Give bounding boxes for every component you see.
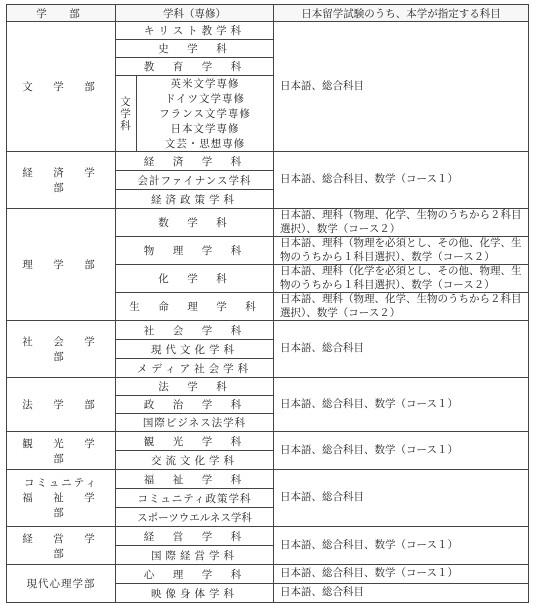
faculty-community-welfare [7, 470, 116, 527]
subjects-video-body: 日本語、総合科目 [274, 584, 529, 603]
faculty-business: 経 営 学 部 [7, 527, 116, 565]
table-row [7, 527, 529, 546]
table-row [7, 22, 529, 40]
dept-chemistry: 化 学 科 [116, 265, 274, 293]
course-japanese: 日本文学専修 [170, 123, 240, 135]
subjects-tourism: 日本語、総合科目、数学（コース１） [274, 432, 529, 470]
subjects-business: 日本語、総合科目、数学（コース１） [274, 527, 529, 565]
header-subjects: 日本留学試験のうち、本学が指定する科目 [274, 5, 529, 22]
subjects-economics: 日本語、総合科目、数学（コース１） [274, 152, 529, 209]
table-row [7, 321, 529, 340]
faculty-tourism: 観 光 学 部 [7, 432, 116, 470]
dept-sociology: 社 会 学 科 [116, 321, 274, 340]
dept-life-science: 生 命 理 学 科 [116, 293, 274, 321]
dept-christian: キリスト教学科 [116, 22, 274, 40]
faculty-community-line2: 福 祉 学 部 [22, 491, 116, 519]
subjects-life-science: 日本語、理科（物理、化学、生物のうちから２科目選択）、数学（コース２） [274, 293, 529, 321]
dept-economics: 経 済 学 科 [116, 152, 274, 171]
dept-community-policy: コミュニティ政策学科 [116, 489, 274, 508]
faculty-community-line1: コミュニティ [24, 476, 98, 489]
course-arts-thought: 文芸・思想専修 [164, 138, 246, 150]
table-row [7, 565, 529, 584]
table-row [7, 209, 529, 237]
subjects-letters: 日本語、総合科目 [274, 22, 529, 152]
subjects-physics: 日本語、理科（物理を必須とし、その他、化学、生物のうちから１科目選択）、数学（コース２） [274, 237, 529, 265]
dept-finance: 会計ファイナンス学科 [116, 171, 274, 190]
dept-politics: 政 治 学 科 [116, 396, 274, 414]
subjects-sociology: 日本語、総合科目 [274, 321, 529, 378]
dept-intl-management: 国際経営学科 [116, 546, 274, 565]
dept-law: 法 学 科 [116, 378, 274, 396]
dept-welfare: 福 祉 学 科 [116, 470, 274, 489]
dept-video-body: 映像身体学科 [116, 584, 274, 603]
table-row [7, 378, 529, 396]
course-french: フランス文学専修 [159, 108, 251, 120]
dept-literature: 文学科 [116, 76, 137, 151]
faculty-psychology: 現代心理学部 [7, 565, 116, 603]
faculty-letters: 文 学 部 [7, 22, 116, 152]
faculty-science: 理 学 部 [7, 209, 116, 321]
course-english-american: 英米文学専修 [170, 78, 240, 90]
header-faculty: 学 部 [7, 5, 116, 22]
dept-modern-culture: 現代文化学科 [116, 340, 274, 359]
table-row [7, 152, 529, 171]
dept-sports-wellness: スポーツウエルネス学科 [116, 508, 274, 527]
dept-cultural-exchange: 交流文化学科 [116, 451, 274, 470]
subjects-psychology: 日本語、総合科目、数学（コース１） [274, 565, 529, 584]
literature-courses [116, 76, 273, 151]
subjects-math: 日本語、理科（物理、化学、生物のうちから２科目選択）、数学（コース２） [274, 209, 529, 237]
dept-psychology: 心 理 学 科 [116, 565, 274, 584]
table-header-row [7, 5, 529, 22]
faculty-law: 法 学 部 [7, 378, 116, 432]
dept-history: 史 学 科 [116, 40, 274, 58]
subject-requirements-table [6, 4, 529, 603]
dept-literature-cell [116, 76, 274, 152]
dept-physics: 物 理 学 科 [116, 237, 274, 265]
header-department: 学科（専修） [116, 5, 274, 22]
course-german: ドイツ文学専修 [165, 93, 245, 105]
dept-tourism: 観 光 学 科 [116, 432, 274, 451]
dept-management: 経 営 学 科 [116, 527, 274, 546]
faculty-sociology: 社 会 学 部 [7, 321, 116, 378]
dept-intl-business-law: 国際ビジネス法学科 [116, 414, 274, 432]
subjects-community-welfare: 日本語、総合科目 [274, 470, 529, 527]
subjects-law: 日本語、総合科目、数学（コース１） [274, 378, 529, 432]
dept-math: 数 学 科 [116, 209, 274, 237]
table-row [7, 432, 529, 451]
dept-media: メディア社会学科 [116, 359, 274, 378]
faculty-economics: 経 済 学 部 [7, 152, 116, 209]
dept-education: 教 育 学 科 [116, 58, 274, 76]
subjects-chemistry: 日本語、理科（化学を必須とし、その他、物理、生物のうちから１科目選択）、数学（コース２） [274, 265, 529, 293]
table-row [7, 470, 529, 489]
dept-policy: 経済政策学科 [116, 190, 274, 209]
